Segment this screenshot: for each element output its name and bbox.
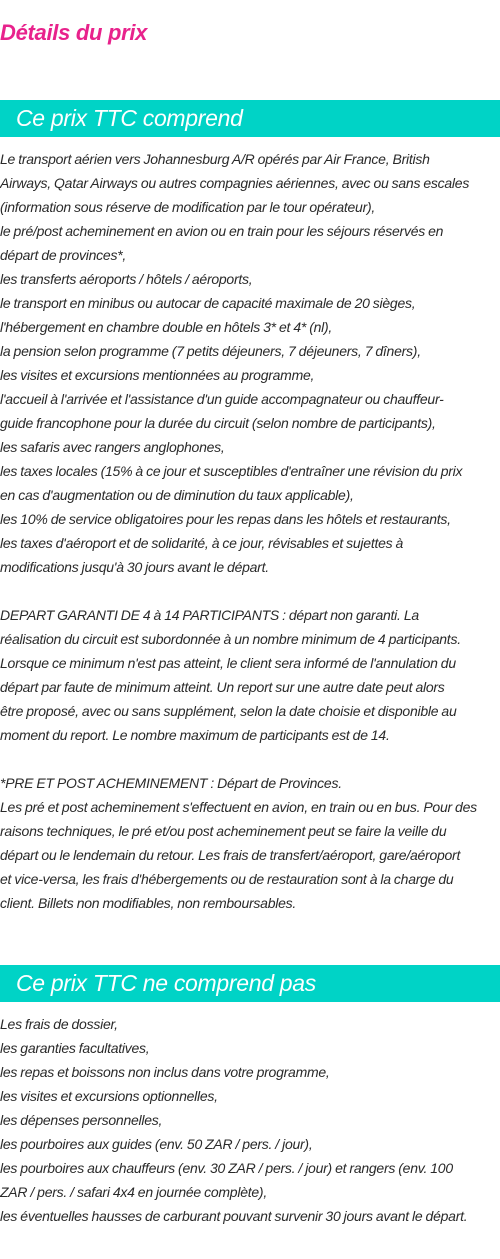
excluded-line: les pourboires aux chauffeurs (env. 30 ZAR / pers. / jour) et rangers (env. 100: [0, 1160, 453, 1176]
transfer-line: Les pré et post acheminement s'effectuent en avion, en train ou en bus. Pour des: [0, 799, 477, 815]
excluded-line: Les frais de dossier,: [0, 1016, 118, 1032]
excluded-line: les éventuelles hausses de carburant pouvant survenir 30 jours avant le départ.: [0, 1208, 468, 1224]
included-line: la pension selon programme (7 petits déjeuners, 7 déjeuners, 7 dîners),: [0, 343, 421, 359]
transfer-line: et vice-versa, les frais d'hébergements ou de restauration sont à la charge du: [0, 871, 454, 887]
included-section-heading: Ce prix TTC comprend: [0, 100, 500, 137]
included-line: (information sous réserve de modification par le tour opérateur),: [0, 199, 376, 215]
excluded-line: les repas et boissons non inclus dans votre programme,: [0, 1064, 330, 1080]
transfer-line: client. Billets non modifiables, non remboursables.: [0, 895, 297, 911]
guarantee-line: départ par faute de minimum atteint. Un report sur une autre date peut alors: [0, 679, 445, 695]
included-line: l'accueil à l'arrivée et l'assistance d'un guide accompagnateur ou chauffeur-: [0, 391, 444, 407]
transfer-line: *PRE ET POST ACHEMINEMENT : Départ de Provinces.: [0, 775, 342, 791]
included-line: l'hébergement en chambre double en hôtels 3* et 4* (nl),: [0, 319, 333, 335]
transfer-line: départ ou le lendemain du retour. Les frais de transfert/aéroport, gare/aéroport: [0, 847, 461, 863]
excluded-line: les pourboires aux guides (env. 50 ZAR / pers. / jour),: [0, 1136, 313, 1152]
transfer-line: raisons techniques, le pré et/ou post acheminement peut se faire la veille du: [0, 823, 447, 839]
included-line: les 10% de service obligatoires pour les repas dans les hôtels et restaurants,: [0, 511, 451, 527]
included-list: [0, 147, 500, 579]
included-line: les transferts aéroports / hôtels / aéroports,: [0, 271, 253, 287]
guarantee-line: être proposé, avec ou sans supplément, selon la date choisie et disponible au: [0, 703, 457, 719]
excluded-section-body: [0, 1012, 500, 1228]
excluded-line: ZAR / pers. / safari 4x4 en journée complète),: [0, 1184, 267, 1200]
included-line: le pré/post acheminement en avion ou en train pour les séjours réservés en: [0, 223, 444, 239]
excluded-line: les visites et excursions optionnelles,: [0, 1088, 218, 1104]
transfer-paragraph: [0, 771, 500, 915]
included-line: les taxes d'aéroport et de solidarité, à ce jour, révisables et sujettes à: [0, 535, 404, 551]
included-line: les visites et excursions mentionnées au programme,: [0, 367, 315, 383]
guarantee-line: DEPART GARANTI DE 4 à 14 PARTICIPANTS : départ non garanti. La: [0, 607, 419, 623]
guarantee-line: moment du report. Le nombre maximum de participants est de 14.: [0, 727, 390, 743]
included-line: Le transport aérien vers Johannesburg A/R opérés par Air France, British: [0, 151, 430, 167]
included-line: modifications jusqu'à 30 jours avant le départ.: [0, 559, 269, 575]
excluded-line: les garanties facultatives,: [0, 1040, 150, 1056]
included-line: départ de provinces*,: [0, 247, 127, 263]
included-line: les taxes locales (15% à ce jour et susceptibles d'entraîner une révision du prix: [0, 463, 463, 479]
included-line: Airways, Qatar Airways ou autres compagnies aériennes, avec ou sans escales: [0, 175, 470, 191]
included-line: les safaris avec rangers anglophones,: [0, 439, 225, 455]
included-section-body: [0, 147, 500, 915]
included-line: guide francophone pour la durée du circuit (selon nombre de participants),: [0, 415, 436, 431]
excluded-section-heading: Ce prix TTC ne comprend pas: [0, 965, 500, 1002]
guarantee-line: Lorsque ce minimum n'est pas atteint, le client sera informé de l'annulation du: [0, 655, 456, 671]
excluded-line: les dépenses personnelles,: [0, 1112, 163, 1128]
guarantee-line: réalisation du circuit est subordonnée à un nombre minimum de 4 participants.: [0, 631, 461, 647]
included-line: en cas d'augmentation ou de diminution du taux applicable),: [0, 487, 354, 503]
included-line: le transport en minibus ou autocar de capacité maximale de 20 sièges,: [0, 295, 416, 311]
guarantee-paragraph: [0, 603, 500, 747]
page-title: Détails du prix: [0, 20, 148, 45]
